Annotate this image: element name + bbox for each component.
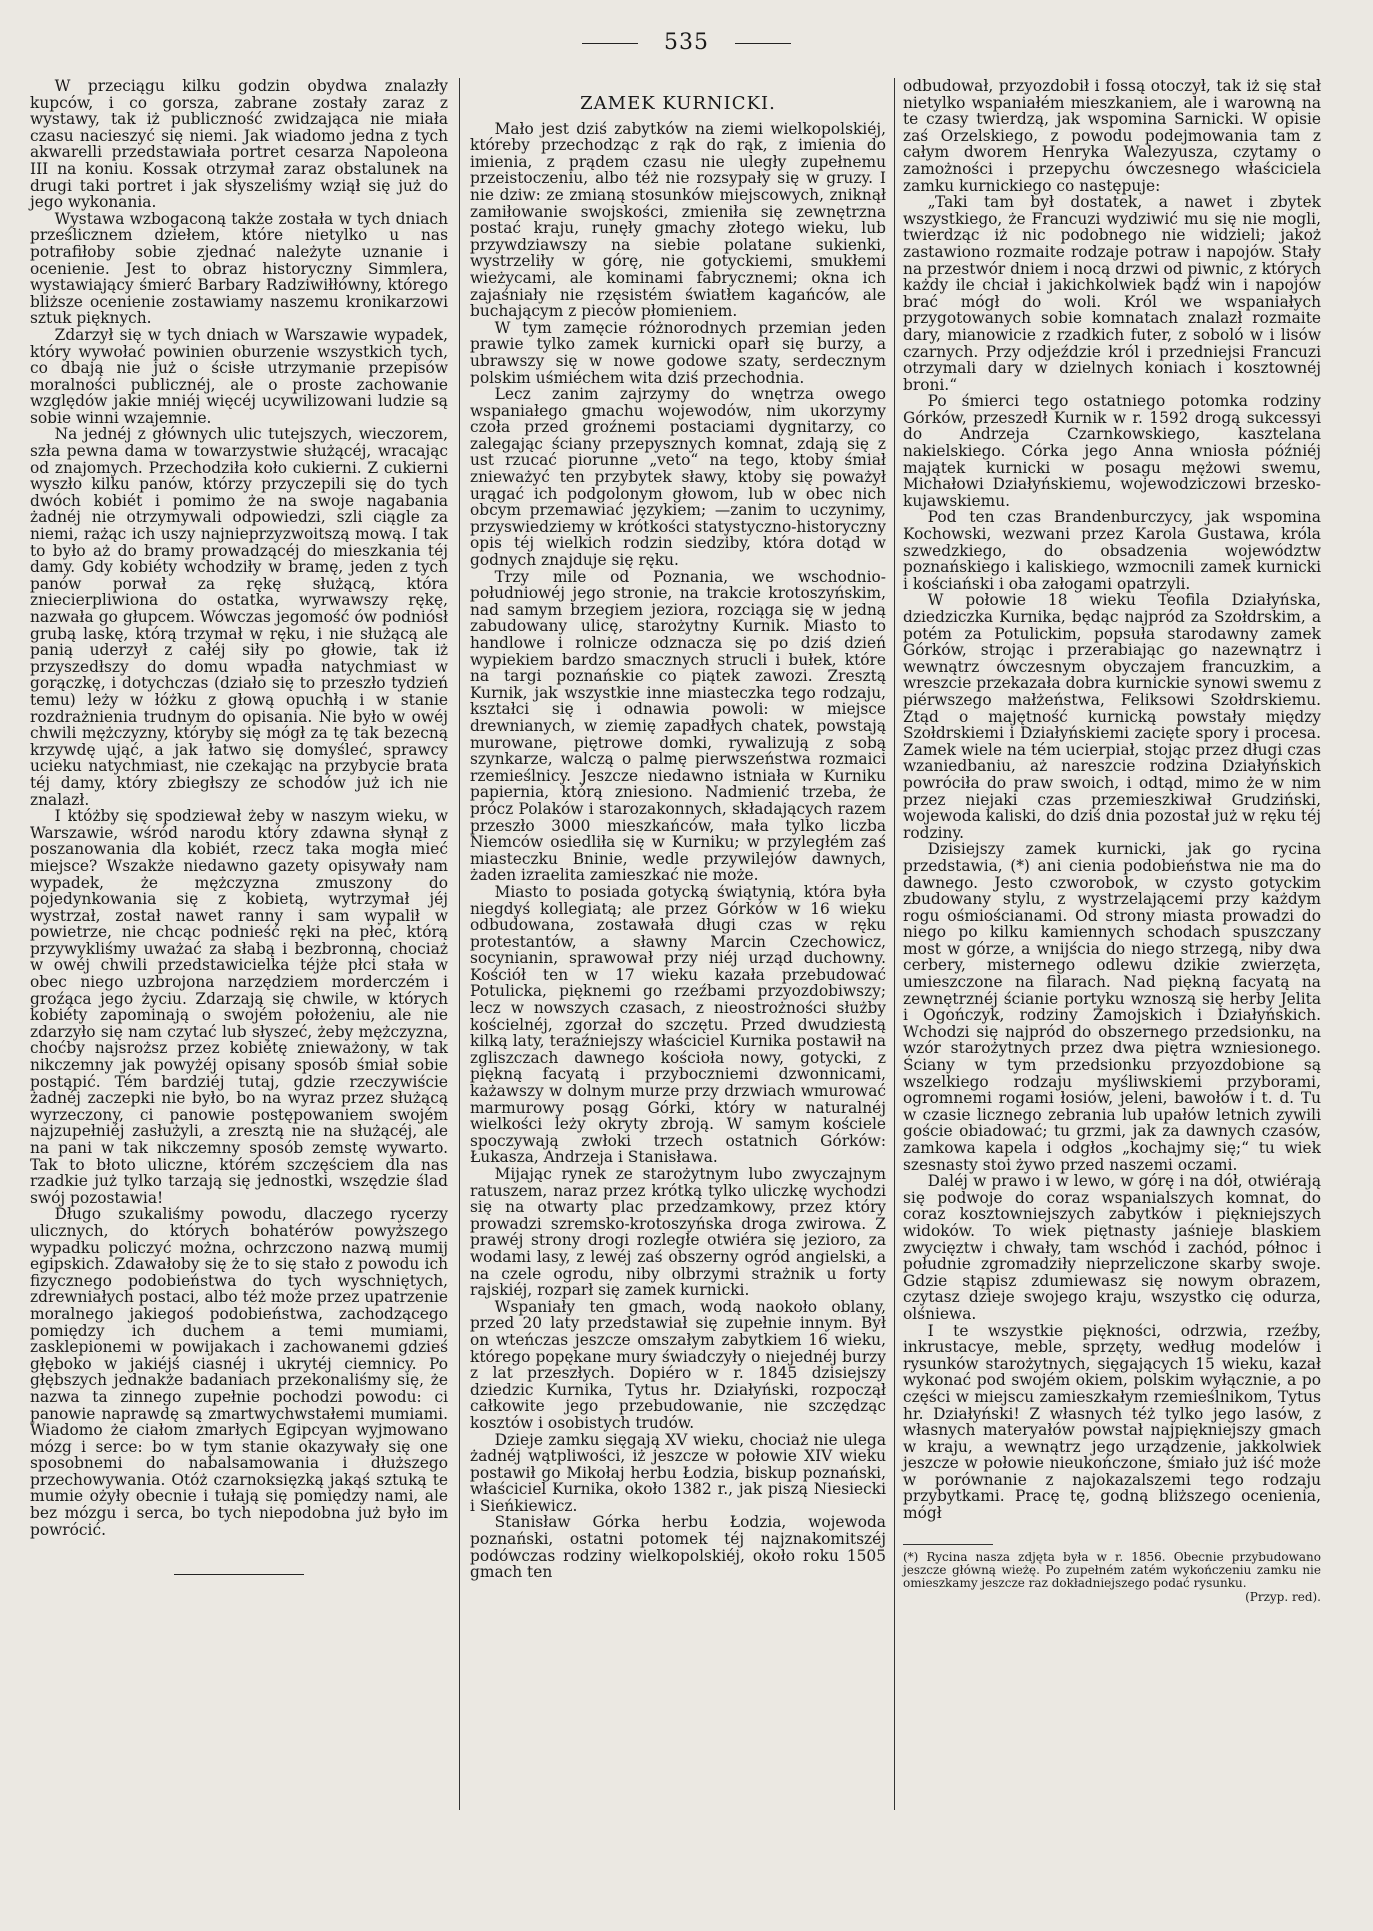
page-number: 535 (664, 30, 709, 55)
paragraph: Dzisiejszy zamek kurnicki, jak go rycina przedstawia, (*) ani cienia podobieństwa nie ma do dawnego. Jesto czworobok, w czysto gotyckim zbudowany stylu, z wystrzelającemi przy każdym rogu ośmiościanami. Od strony miasta prowadzi do niego po kilku kamiennych schodach spuszczany most w górze, a wnijścia do niego strzegą, niby dwa cerbery, misternego odlewu dzikie zwierzęta, umieszczone na filarach. Nad piękną facyatą na zewnętrznéj ścianie portyku wznoszą się herby Jelita i Ogończyk, rodziny Zamojskich i Działyńskich. Wchodzi się najpród do obszernego przedsionku, na wzór starożytnych przez dwa piętra wzniesionego. Ściany w tym przedsionku przyozdobione są wszelkiego rodzaju myśliwskiemi przyborami, ogromnemi rogami łosiów, jeleni, bawołów i t. d. Tu w czasie licznego zebrania lub upałów letnich zywili goście obiadować; tu grzmi, jak za dawnych czasów, zamkowa kapela i odgłos „kochajmy się;“ tu wiek szesnasty stoi żywo przed naszemi oczami. (903, 840, 1321, 1174)
page-header (0, 30, 1373, 55)
paragraph: Dzieje zamku sięgają XV wieku, chociaż nie ulega żadnéj wątpliwości, iż jeszcze w połowie XIV wieku postawił go Mikołaj herbu Łodzia, biskup poznański, właściciel Kurnika, około 1382 r., jak piszą Niesiecki i Sieńkiewicz. (470, 1430, 886, 1515)
article-title: ZAMEK KURNICKI. (580, 93, 776, 114)
column-left (30, 78, 448, 1575)
paragraph: Mało jest dziś zabytków na ziemi wielkopolskiéj, któreby przechodząc z rąk do rąk, z imienia do imienia, z prądem czasu nie uległy zupełnemu przeistoczeniu, albo téż nie rozsypały się w gruzy. I nie dziw: ze zmianą stosunków miejscowych, zniknął zamiłowanie swojskości, zmieniła się zewnętrzna postać kraju, runęły gmachy złotego wieku, lub przywdziawszy na siebie polatane sukienki, wystrzeliły w górę, nie gotyckiemi, smukłemi wieżycami, ale kominami fabrycznemi; okna ich zajaśniały nie rzęsistém światłem kagańców, ale buchającym z pieców płomieniem. (470, 119, 886, 321)
footnote-text: (*) Rycina nasza zdjęta była w r. 1856. Obecnie przybudowano jeszcze główną wieżę. Po zupełném zatém wykończeniu zamku nie omieszkamy jeszcze raz dokładniejszego podać rysunku. (903, 1549, 1321, 1591)
paragraph: Wspaniały ten gmach, wodą naokoło oblany, przed 20 laty przedstawiał się zupełnie innym. Był on wteńczas jeszcze omszałym zabytkiem 16 wieku, którego popękane mury świadczyły o niejednéj burzy z lat przeszłych. Dopiéro w r. 1845 dzisiejszy dziedzic Kurnika, Tytus hr. Działyński, rozpoczął całkowite jego przebudowanie, nie szczędząc kosztów i osobistych trudów. (470, 1297, 886, 1432)
paragraph: W przeciągu kilku godzin obydwa znalazły kupców, i co gorsza, zabrane zostały zaraz z wystawy, tak iż publiczność zwidzająca nie miała czasu nacieszyć się niemi. Jak wiadomo jedna z tych akwarelli przedstawiała portret cesarza Napoleona III na koniu. Kossak otrzymał zaraz obstalunek na drugi taki portret i jak słyszeliśmy wziął się już do jego wykonania. (30, 77, 448, 212)
footnote-rule (903, 1544, 993, 1545)
paragraph: Stanisław Górka herbu Łodzia, wojewoda poznański, ostatni potomek téj najznakomitszéj podówczas rodziny wielkopolskiéj, około roku 1505 gmach ten (470, 1513, 886, 1582)
paragraph: Lecz zanim zajrzymy do wnętrza owego wspaniałego gmachu wojewodów, nim ukorzymy czoła przed groźnemi postaciami dygnitarzy, co zalegając ściany przepysznych komnat, zdają się z ust rzucać piorunne „veto“ na tego, ktoby śmiał znieważyć ten przybytek sławy, ktoby się poważył urągać ich podgolonym głowom, lub w obec nich obcym przemawiać językiem; —zanim to uczynimy, przyswiedziemy w krótkości statystyczno-historyczny opis téj wielkich rodzin siedziby, która dotąd w godnych znajduje się ręku. (470, 385, 887, 570)
paragraph: Daléj w prawo i w lewo, w górę i na dół, otwiérają się podwoje do coraz wspanialszych komnat, do coraz kosztowniejszych zabytków i piękniejszych widoków. To wiek piętnasty jaśnieje blaskiem zwycięztw i chwały, tam wschód i zachód, północ i południe zgromadziły nieprzeliczone skarby swoje. Gdzie stąpisz zdumiewasz się nowym obrazem, czytasz dzieje swojego kraju, wszystko cię odurza, olśniewa. (903, 1172, 1321, 1323)
paragraph: Mijając rynek ze starożytnym lubo zwyczajnym ratuszem, naraz przez krótką tylko uliczkę wychodzi się na otwarty plac przedzamkowy, przez który prowadzi szremsko-krotoszyńska droga zwirowa. Z prawéj strony drogi rozległe otwiéra się jezioro, za wodami lasy, z lewéj zaś obszerny ogród angielski, a na czele ogrodu, niby olbrzymi strażnik u forty rajskiéj, rozparł się zamek kurnicki. (470, 1165, 886, 1300)
section-end-rule (174, 1574, 304, 1575)
paragraph: Na jednéj z głównych ulic tutejszych, wieczorem, szła pewna dama w towarzystwie służącéj, wracając od znajomych. Przechodziła koło cukierni. Z cukierni wyszło kilku panów, którzy przyczepili się do tych dwóch kobiét i pomimo że na swoje nagabania żadnéj nie otrzymywali odpowiedzi, szli ciągle za niemi, rażąc ich uszy najnieprzyzwoitszą mową. I tak to było aż do bramy prowadzącéj do mieszkania téj damy. Gdy kobiéty wchodziły w bramę, jeden z tych panów porwał za rękę służącą, która zniecierpliwiona do ostatka, wyrwawszy rękę, nazwała go głupcem. Wówczas jegomość ów podniósł grubą laskę, którą trzymał w ręku, i nie służącą ale panią uderzył z całéj siły po głowie, tak iż przyszedłszy do domu wpadła natychmiast w gorączkę, i dotychczas (działo się to przeszło tydzień temu) leży w łóżku z głową opuchłą i w stanie rozdrażnienia trudnym do opisania. Nie było w owéj chwili mężczyzny, któryby się mógł za tę tak bezecną krzywdę ująć, a jak łatwo się domyśleć, sprawcy ucieku natychmiast, nie czekając na przybycie brata téj damy, który zbiegłszy ze schodów już ich nie znalazł. (30, 425, 448, 809)
column-divider (894, 78, 895, 1810)
footnote-signature: (Przyp. red). (1245, 1589, 1321, 1604)
paragraph: Trzy mile od Poznania, we wschodnio-południowéj jego stronie, na trakcie krotoszyńskim, nad samym brzegiem jeziora, rozciąga się w jedną zabudowany ulicę, starożytny Kurnik. Miasto to handlowe i rolnicze odznacza się po dziś dzień wypiekiem bardzo smacznych strucli i bułek, które na targi poznańskie co piątek zawozi. Zresztą Kurnik, jak wszystkie inne miasteczka tego rodzaju, kształci się i odnawia powoli: w miejsce drewnianych, w ziemię zapadłych chatek, powstają murowane, piętrowe domki, rywalizują z sobą szynkarze, walczą o palmę pierwszeństwa rozmaici rzemieślnicy. Jeszcze niedawno istniała w Kurniku papiernia, którą zniesiono. Nadmienić trzeba, że prócz Polaków i starozakonnych, składających razem przeszło 3000 mieszkańców, mała tylko liczba Niemców osiedliła się w Kurniku; w przyległém zaś miasteczku Bninie, wedle przywilejów dawnych, żaden izraelita zamieszkać nie może. (470, 567, 886, 885)
paragraph: I któżby się spodziewał żeby w naszym wieku, w Warszawie, wśród narodu który zdawna słynął z poszanowania dla kobiét, rzecz taka mogła mieć miejsce? Wszakże niedawno gazety opisywały nam wypadek, że mężczyzna zmuszony do pojedynkowania się z kobietą, wytrzymał jéj wystrzał, został nawet ranny i sam wypalił w powietrze, nie chcąc podnieść ręki na płeć, którą przywykliśmy uważać za słabą i bezbronną, chociaż w owéj chwili przedstawicielka téjże płci stała w obec niego uzbrojona narzędziem morderczém i groźąca jego życiu. Zdarzają się chwile, w których kobiéty zapominają o swojém położeniu, ale nie zdarzyło się nam czytać lub słyszeć, żeby mężczyzna, choćby najsroższ przez kobiétę znieważony, w tak nikczemny jak powyżéj opisany sposób śmiał sobie postąpić. Tém bardziéj tutaj, gdzie rzeczywiście żadnéj zaczepki nie było, bo na wyraz przez służącą wyrzeczony, ci panowie postępowaniem swojém najzupełniéj zasłużyli, a zresztą nie na służącéj, ale na pani w tak nikczemny sposób zemstę wywarto. Tak to błoto uliczne, którém szczęściem dla nas rzadkie już tylko tarzają się jednostki, wszędzie ślad swój pozostawia! (30, 807, 448, 1207)
header-rule-right (735, 43, 791, 44)
paragraph: I te wszystkie piękności, odrzwia, rzeźby, inkrustacye, meble, sprzęty, według modelów i rysunków starożytnych, sięgających 15 wieku, kazał wykonać pod swojém okiem, polskim wyłącznie, a po części w miejscu zamieszkałym rzemieślnikom, Tytus hr. Działyński! Z własnych téż tylko jego lasów, z własnych materyałów powstał najpiękniejszy gmach w kraju, a wewnątrz jego urządzenie, jakkolwiek jeszcze w połowie nieukończone, śmiało już iść może w porównanie z najokazalszemi tego rodzaju przybytkami. Pracę tę, godną bliższego ocenienia, mógł (903, 1321, 1321, 1523)
column-divider (459, 78, 460, 1810)
footnote (903, 1551, 1321, 1605)
paragraph: Wystawa wzbogaconą także została w tych dniach prześlicznem dziełem, które nietylko u nas potrafiłoby sobie zjednać należyte uznanie i ocenienie. Jest to obraz historyczny Simmlera, wystawiający śmierć Barbary Radziwiłłówny, którego bliższe ocenienie zostawiamy naszemu kronikarzowi sztuk pięknych. (30, 209, 448, 328)
paragraph: W połowie 18 wieku Teofila Działyńska, dziedziczka Kurnika, będąc najpród za Szołdrskim, a potém za Potulickim, popsuła starodawny zamek Górków, strojąc i przerabiając go nazewnątrz i wewnątrz ówczesnym obyczajem francuzkim, a wreszcie przekazała dobra kurnickie synowi swemu z piérwszego małżeństwa, Feliksowi Szołdrskiemu. Ztąd o majętność kurnicką powstały między Szołdrskiemi i Działyńskiemi zacięte spory i procesa. Zamek wiele na tém ucierpiał, stojąc przez długi czas wzaniedbaniu, aż nareszcie rodzina Działyńskich powróciła do praw swoich, i odtąd, mimo że w nim przez niejaki czas przemieszkiwał Grudziński, wojewoda kaliski, do dziś dnia pozostał już w ręku téj rodziny. (903, 591, 1321, 842)
paragraph: Zdarzył się w tych dniach w Warszawie wypadek, który wywołać powinien oburzenie wszystkich tych, co dbają nie już o ścisłe utrzymanie przepisów moralności publicznéj, ale o proste zachowanie względów jakie mniéj więcéj ucywilizowani ludzie są sobie winni wzajemnie. (30, 325, 448, 427)
column-right (903, 78, 1321, 1604)
paragraph: odbudował, przyozdobił i fossą otoczył, tak iż się stał nietylko wspaniałém mieszkaniem, ale i warowną na te czasy twierdzą, jak wspomina Sarnicki. W opisie zaś Orzelskiego, z powodu podejmowania tam z całym dworem Henryka Walezyusza, czytamy o zamożności i przepychu ówczesnego właściciela zamku kurnickiego co następuje: (903, 77, 1321, 195)
header-rule-left (582, 43, 638, 44)
paragraph: Po śmierci tego ostatniego potomka rodziny Górków, przeszedł Kurnik w r. 1592 drogą sukcessyi do Andrzeja Czarnkowskiego, kasztelana nakielskiego. Córka jego Anna wniosła późniéj majątek kurnicki w posagu mężowi swemu, Michałowi Działyńskiemu, wojewodziczowi brzesko-kujawskiemu. (903, 392, 1321, 510)
paragraph: Pod ten czas Brandenburczycy, jak wspomina Kochowski, wezwani przez Karola Gustawa, króla szwedzkiego, do obsadzenia województw poznańskiego i kaliskiego, wzmocnili zamek kurnicki i kościański i oba załogami opatrzyli. (903, 508, 1321, 593)
paragraph: W tym zamęcie różnorodnych przemian jeden prawie tylko zamek kurnicki oparł się burzy, a ubrawszy się w nowe godowe szaty, serdecznym polskim uśmiéchem wita dziś przechodnia. (470, 318, 886, 387)
column-middle (470, 78, 886, 1581)
paragraph: Długo szukaliśmy powodu, dlaczego rycerzy ulicznych, do których bohatérów powyższego wypadku policzyć można, ochrzczono nazwą mumij egipskich. Zdawałoby się że to się stało z powodu ich fizycznego podobieństwa do tych wyschniętych, zdrewniałych postaci, albo téż może przez upatrzenie moralnego jakiegoś podobieństwa, zachodzącego pomiędzy ich duchem a temi mumiami, zasklepionemi w powijakach i zachowanemi gdzieś głęboko w jakiéjś ciasnéj i ukrytéj ciemnicy. Po głębszych jednakże badaniach przekonaliśmy się, że nazwa ta zinnego zupełnie pochodzi powodu: ci panowie naprawdę są zmartwychwstałemi mumiami. Wiadomo że ciałom zmarłych Egipcyan wyjmowano mózg i serce: bo w tym stanie okazywały się one sposobnemi do nabalsamowania i dłuższego przechowywania. Otóż czarnoksięzką jakąś sztuką te mumie ożyły obecnie i tułają się pomiędzy nami, ale bez mózgu i serca, bo tych niepodobna już było im powrócić. (30, 1205, 448, 1539)
quotation: „Taki tam był dostatek, a nawet i zbytek wszystkiego, że Francuzi wydziwić mu się nie mogli, twierdząc iż nic podobnego nie widzieli; jakoż zastawiono rozmaite rodzaje potraw i napojów. Stały na przestwór dniem i nocą drzwi od piwnic, z których każdy ile chciał i jakichkolwiek bądź win i napojów brać mógł do woli. Król we wspaniałych przygotowanych sobie komnatach znalazł rozmaite dary, mianowicie z rzadkich futer, z soboló w i lisów czarnych. Przy odjeździe król i przedniejsi Francuzi otrzymali dary w dzielnych koniach i kosztownéj broni.“ (903, 193, 1322, 394)
paragraph: Miasto to posiada gotycką świątynią, która była niegdyś kollegiatą; ale przez Górków w 16 wieku odbudowana, zostawała długi czas w ręku protestantów, a sławny Marcin Czechowicz, socynianin, sprawował przy niéj urząd duchowny. Kościół ten w 17 wieku kazała przebudować Potulicka, pięknemi go rzeźbami przyozdobiwszy; lecz w nowszych czasach, z nieostrożności służby kościelnéj, zgorzał do szczętu. Przed dwudziestą kilką laty, teraźniejszy właściciel Kurnika postawił na zgliszczach dawnego kościoła nowy, gotycki, z piękną facyatą i przyboczniemi dzwonnicami, każawszy w dolnym murze przy drzwiach wmurować marmurowy posąg Górki, który w naturalnéj wielkości leży okryty zbroją. W samym kościele spoczywają zwłoki trzech ostatnich Górków: Łukasza, Andrzeja i Stanisława. (470, 882, 886, 1167)
